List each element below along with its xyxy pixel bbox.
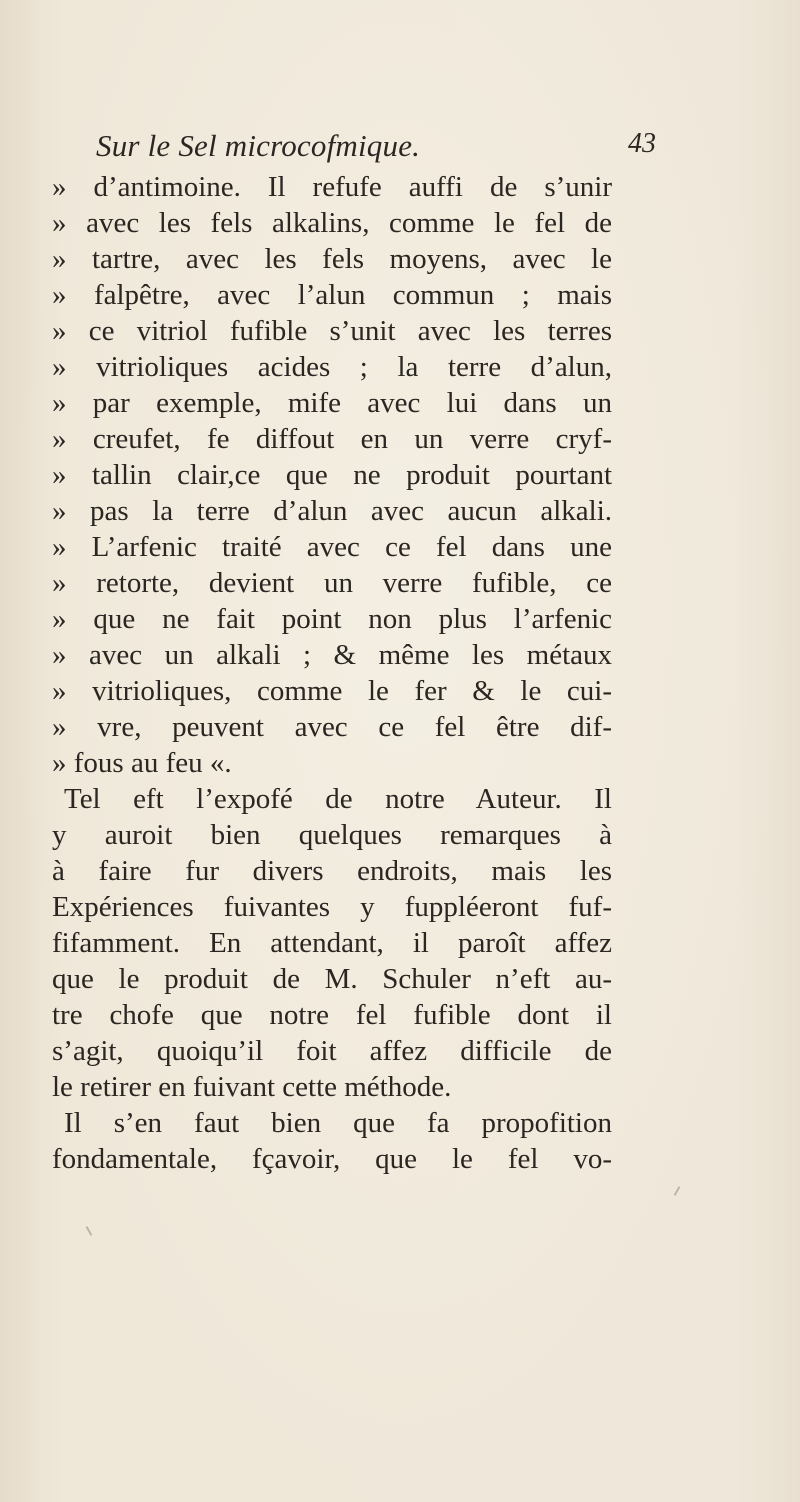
- text-line: » tartre, avec les fels moyens, avec le: [52, 243, 612, 275]
- text-line: » vre, peuvent avec ce fel être dif-: [52, 711, 612, 743]
- text-line: tre chofe que notre fel fufible dont il: [52, 999, 612, 1031]
- text-line: » pas la terre d’alun avec aucun alkali.: [52, 495, 612, 527]
- text-line: Il s’en faut bien que fa propofition: [64, 1107, 612, 1139]
- text-line: » d’antimoine. Il refufe auffi de s’unir: [52, 171, 612, 203]
- text-line: Expériences fuivantes y fuppléeront fuf-: [52, 891, 612, 923]
- text-line: s’agit, quoiqu’il foit affez difficile de: [52, 1035, 612, 1067]
- pencil-mark: [86, 1226, 93, 1236]
- text-line: le retirer en fuivant cette méthode.: [52, 1071, 452, 1103]
- page-number: 43: [628, 128, 656, 159]
- running-title: Sur le Sel microcofmique.: [96, 128, 421, 163]
- text-line: » falpêtre, avec l’alun commun ; mais: [52, 279, 612, 311]
- text-line: que le produit de M. Schuler n’eft au-: [52, 963, 612, 995]
- body-text: [52, 169, 612, 1177]
- text-line: » creufet, fe diffout en un verre cryf-: [52, 423, 612, 455]
- page-header: [96, 128, 656, 168]
- text-line: » avec un alkali ; & même les métaux: [52, 639, 612, 671]
- text-line: » ce vitriol fufible s’unit avec les terres: [52, 315, 612, 347]
- text-line: à faire fur divers endroits, mais les: [52, 855, 612, 887]
- text-line: y auroit bien quelques remarques à: [52, 819, 612, 851]
- text-line: » par exemple, mife avec lui dans un: [52, 387, 612, 419]
- text-line: fifamment. En attendant, il paroît affez: [52, 927, 612, 959]
- text-line: Tel eft l’expofé de notre Auteur. Il: [64, 783, 612, 815]
- text-line: fondamentale, fçavoir, que le fel vo-: [52, 1143, 612, 1175]
- text-line: » vitrioliques acides ; la terre d’alun,: [52, 351, 612, 383]
- text-line: » avec les fels alkalins, comme le fel de: [52, 207, 612, 239]
- text-line: » que ne fait point non plus l’arfenic: [52, 603, 612, 635]
- text-line: » tallin clair,ce que ne produit pourtant: [52, 459, 612, 491]
- text-line: » L’arfenic traité avec ce fel dans une: [52, 531, 612, 563]
- text-line: » retorte, devient un verre fufible, ce: [52, 567, 612, 599]
- pencil-mark: [674, 1186, 681, 1196]
- text-line: » vitrioliques, comme le fer & le cui-: [52, 675, 612, 707]
- text-line: » fous au feu «.: [52, 747, 232, 779]
